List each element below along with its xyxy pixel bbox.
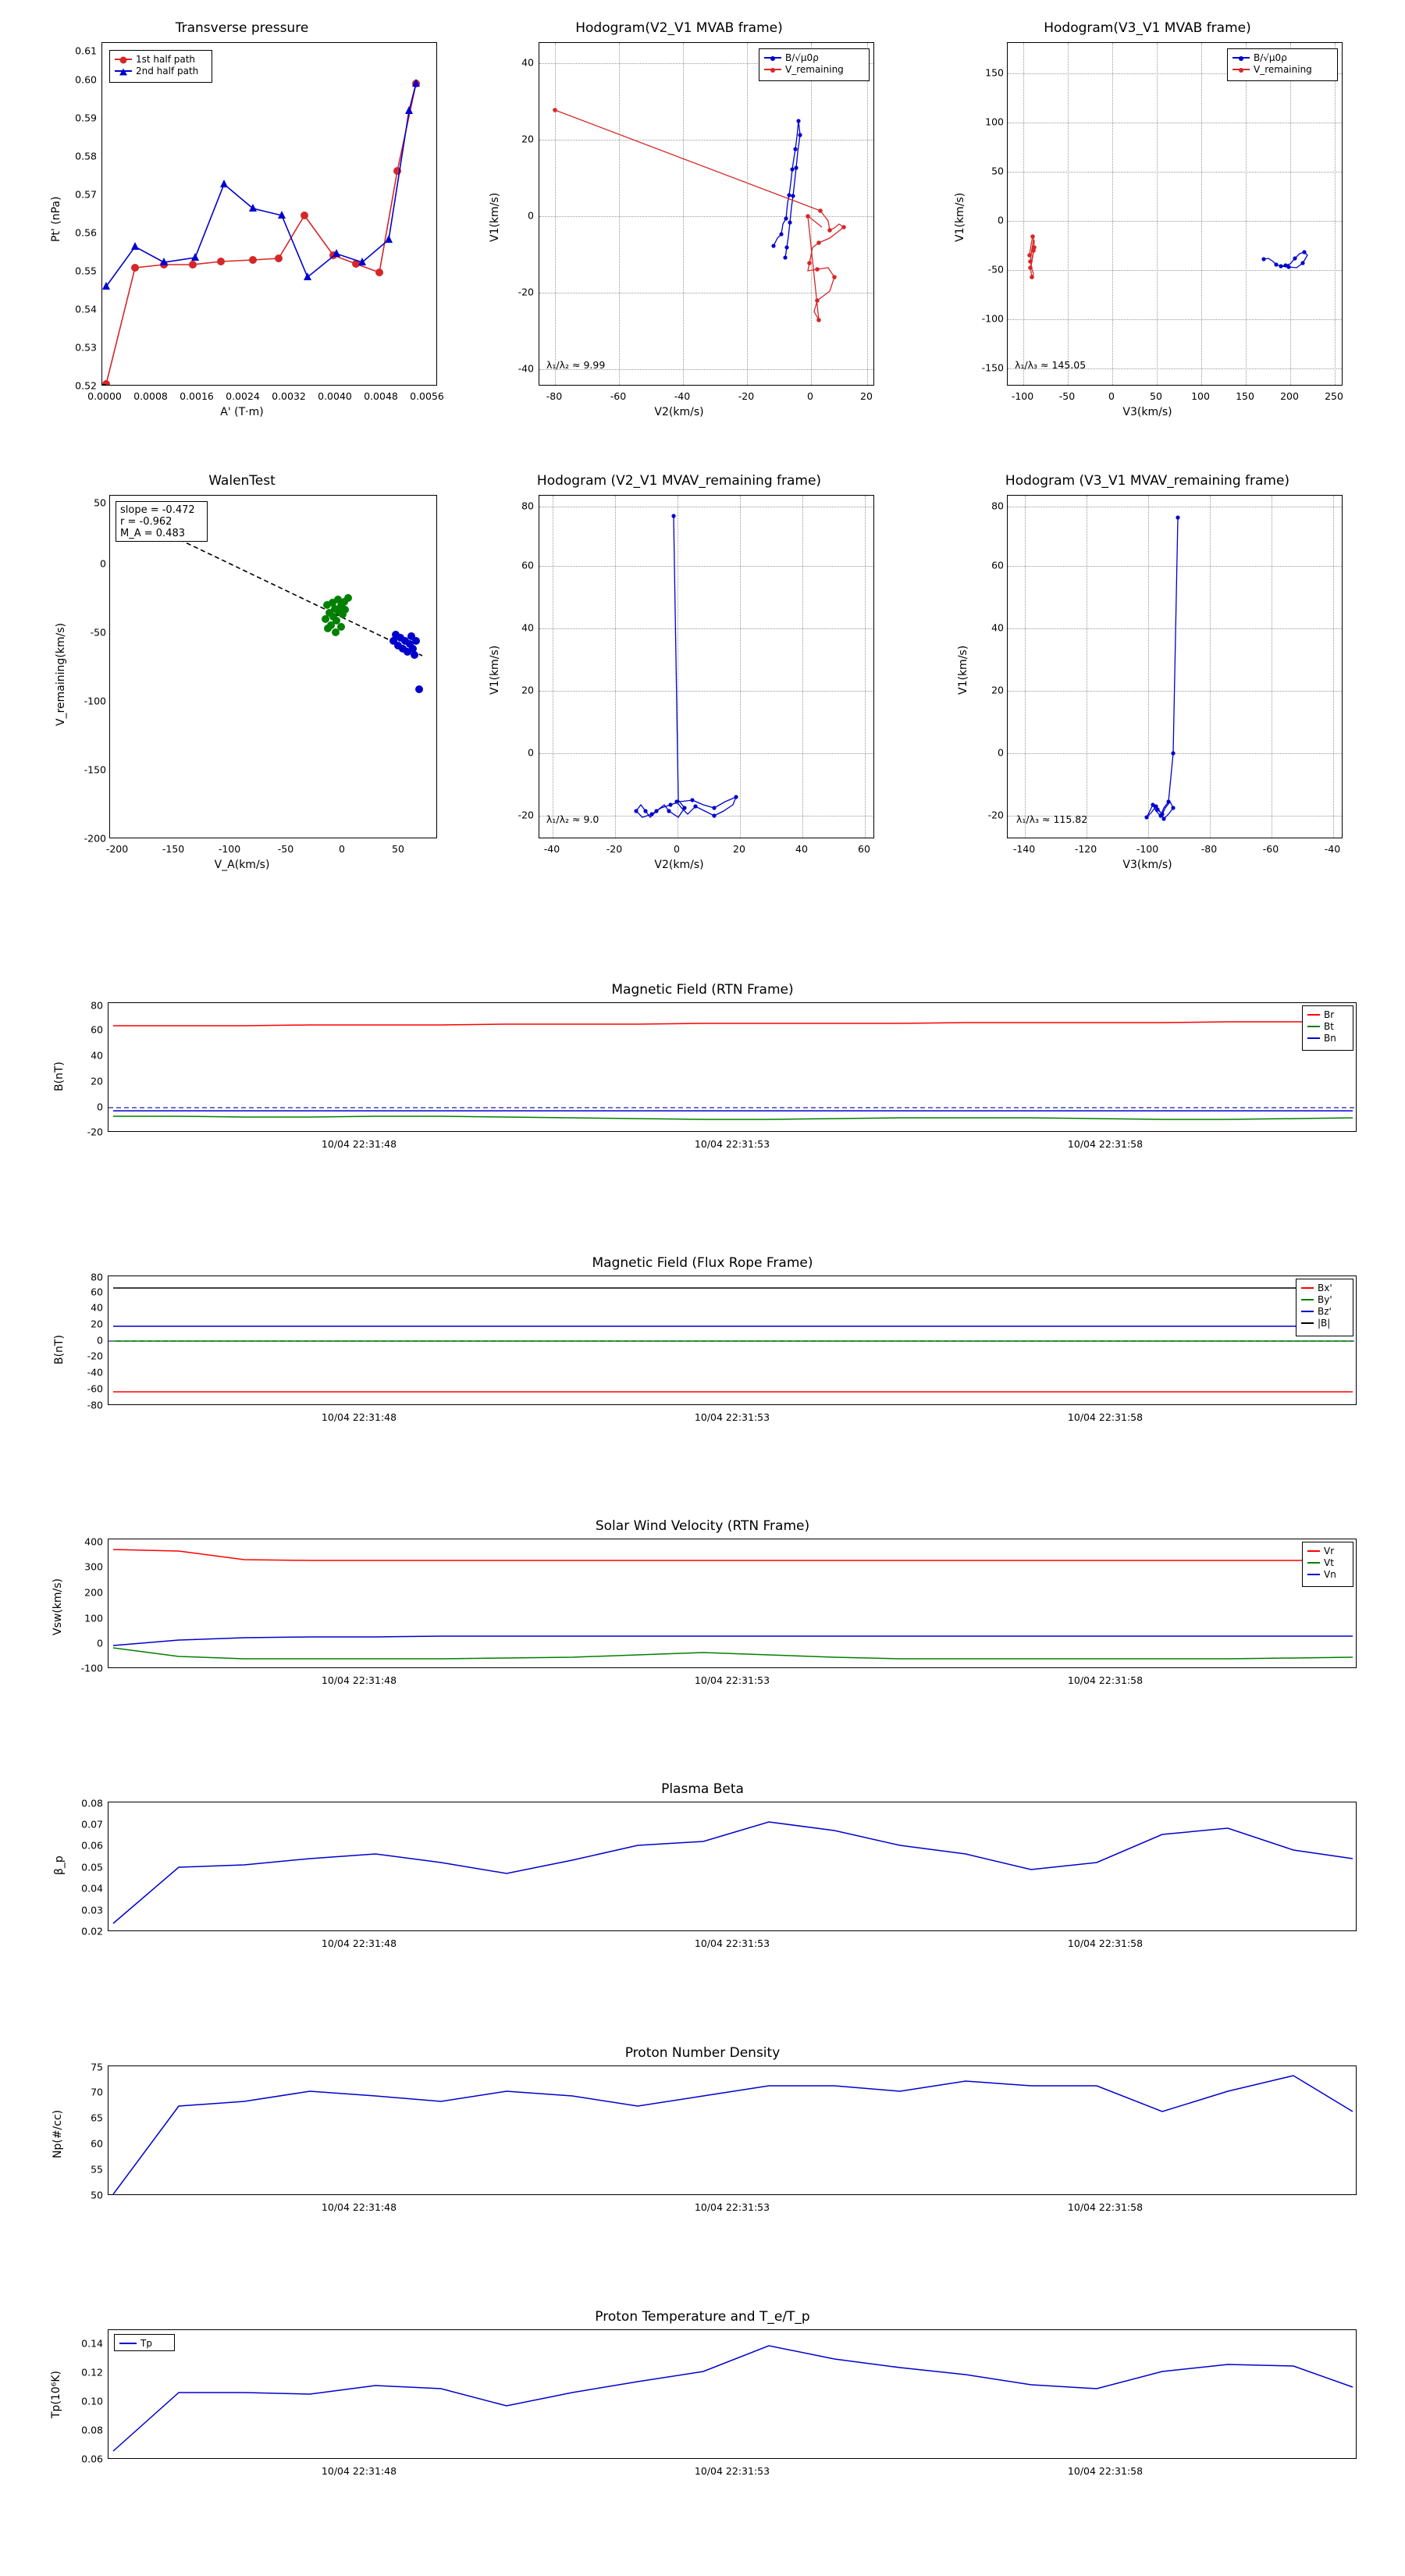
chart-title: Proton Number Density — [624, 2045, 781, 2061]
xtick: -20 — [738, 390, 755, 402]
series-hodogram-markers — [634, 514, 738, 817]
xtick: 0 — [807, 390, 813, 402]
walen-fit-note — [116, 501, 208, 542]
xtick: 0 — [674, 843, 680, 855]
ytick: -100 — [84, 695, 106, 707]
xtick: 40 — [795, 843, 808, 855]
xtick: -150 — [162, 843, 185, 855]
ytick: -40 — [87, 1366, 103, 1379]
legend-hodogram-v3v1-mvab — [1227, 48, 1338, 81]
xtick: 20 — [860, 390, 873, 402]
series-layer — [1008, 496, 1343, 838]
xtick: -60 — [1262, 843, 1279, 855]
ytick: 300 — [84, 1560, 103, 1573]
y-axis-label: Np(#/cc) — [52, 2109, 64, 2158]
ytick: 40 — [991, 621, 1004, 634]
legend-label: Bz' — [1318, 1305, 1332, 1317]
ytick: 0 — [97, 1101, 103, 1113]
series-layer — [110, 496, 437, 838]
ytick: -100 — [80, 1662, 103, 1674]
xtick: -60 — [610, 390, 627, 402]
ytick: 50 — [94, 496, 106, 509]
series-layer — [539, 43, 874, 386]
legend-marker-b — [764, 57, 781, 59]
panel-transverse-pressure — [31, 16, 453, 429]
xtick: -80 — [1200, 843, 1218, 855]
ytick: 20 — [521, 133, 534, 145]
plot-area-solar-wind-velocity — [108, 1539, 1357, 1668]
panel-proton-temperature — [31, 2309, 1374, 2504]
series-layer — [539, 496, 874, 838]
ytick: 400 — [84, 1535, 103, 1548]
series-br — [113, 1022, 1353, 1026]
series-v-remaining — [555, 110, 844, 320]
legend-item — [1301, 1293, 1348, 1305]
xtick: 50 — [1150, 390, 1162, 402]
legend-swatch-vn — [1307, 1574, 1320, 1575]
xtick: 200 — [1280, 390, 1299, 402]
xtick: 10/04 22:31:53 — [694, 2465, 770, 2477]
legend-solar-wind-velocity — [1302, 1542, 1353, 1587]
legend-magnetic-field-flux-rope — [1296, 1279, 1353, 1336]
ytick: 40 — [521, 621, 534, 634]
series-v-remaining-markers — [553, 108, 846, 322]
xtick: -40 — [1324, 843, 1341, 855]
xtick: 10/04 22:31:58 — [1067, 2201, 1144, 2213]
legend-item — [1307, 1009, 1348, 1020]
xtick: -100 — [1136, 843, 1159, 855]
ytick: 40 — [521, 56, 534, 69]
ytick: 200 — [84, 1586, 103, 1599]
panel-hodogram-v3v1-mvav — [929, 468, 1366, 890]
ytick: 0.55 — [75, 265, 97, 277]
ytick: 0.10 — [81, 2395, 103, 2407]
legend-swatch-bn — [1307, 1037, 1320, 1039]
ytick: 0.53 — [75, 341, 97, 354]
xtick: 10/04 22:31:53 — [694, 2201, 770, 2213]
ytick: -50 — [90, 626, 106, 639]
ytick: 0.60 — [75, 73, 97, 86]
ytick: 60 — [91, 2137, 103, 2150]
series-2nd-half-markers — [102, 79, 420, 290]
y-axis-label: V_remaining(km/s) — [55, 623, 67, 726]
xtick: 0 — [1108, 390, 1115, 402]
legend-item — [1301, 1317, 1348, 1329]
y-axis-label: B(nT) — [53, 1335, 66, 1364]
legend-item — [1301, 1282, 1348, 1293]
legend-swatch-tp — [119, 2343, 137, 2344]
ytick: 0.57 — [75, 188, 97, 201]
series-layer — [108, 1276, 1357, 1405]
xtick: 20 — [733, 843, 745, 855]
legend-label: Vr — [1324, 1545, 1335, 1557]
legend-label: By' — [1318, 1293, 1332, 1305]
plot-area-hodogram-v3v1-mvab — [1007, 42, 1343, 386]
walen-fit-line — [173, 536, 422, 656]
ytick: 0 — [97, 1334, 103, 1347]
xtick: 0.0000 — [87, 390, 122, 402]
ytick: 0.56 — [75, 226, 97, 239]
chart-title: Hodogram (V3_V1 MVAV_remaining frame) — [1005, 473, 1290, 489]
panel-proton-number-density — [31, 2045, 1374, 2225]
chart-title: WalenTest — [208, 473, 276, 489]
xtick: 0 — [339, 843, 345, 855]
chart-title: Solar Wind Velocity (RTN Frame) — [595, 1518, 810, 1534]
xtick: 10/04 22:31:58 — [1067, 1674, 1144, 1686]
ytick: 20 — [91, 1075, 103, 1087]
legend-label: V_remaining — [1254, 63, 1312, 75]
legend-hodogram-v2v1-mvab — [759, 48, 870, 81]
xtick: -140 — [1012, 843, 1036, 855]
x-axis-label: V3(km/s) — [1122, 406, 1172, 418]
ytick: 0.07 — [81, 1818, 103, 1831]
xtick: 10/04 22:31:48 — [321, 1138, 397, 1150]
xtick: 60 — [858, 843, 870, 855]
ytick: 150 — [985, 66, 1004, 79]
ytick: 50 — [91, 2189, 103, 2201]
series-layer — [108, 1539, 1357, 1668]
ytick: 65 — [91, 2112, 103, 2124]
legend-label: Tp — [140, 2337, 152, 2349]
xtick: -40 — [674, 390, 691, 402]
eigenvalue-ratio-annotation: λ₁/λ₃ ≈ 145.05 — [1015, 359, 1087, 371]
ytick: 100 — [84, 1612, 103, 1624]
xtick: -40 — [543, 843, 560, 855]
xtick: -50 — [1058, 390, 1076, 402]
legend-marker-b — [1232, 57, 1250, 59]
eigenvalue-ratio-annotation: λ₁/λ₂ ≈ 9.0 — [546, 813, 599, 825]
series-1st-half-markers — [103, 80, 420, 386]
legend-swatch-vt — [1307, 1562, 1320, 1564]
ytick: 60 — [91, 1023, 103, 1036]
ytick: 70 — [91, 2086, 103, 2098]
chart-title: Transverse pressure — [175, 20, 309, 36]
xtick: 0.0040 — [318, 390, 352, 402]
scatter-group-green — [322, 594, 352, 636]
legend-swatch-vr — [1307, 1550, 1320, 1552]
legend-item — [1307, 1032, 1348, 1044]
ytick: 0.08 — [81, 1797, 103, 1809]
ytick: 80 — [521, 500, 534, 512]
xtick: -120 — [1074, 843, 1097, 855]
ytick: -60 — [87, 1382, 103, 1395]
xtick: 10/04 22:31:53 — [694, 1674, 770, 1686]
ytick: 0.05 — [81, 1861, 103, 1873]
panel-magnetic-field-flux-rope — [31, 1255, 1374, 1435]
ytick: 0.04 — [81, 1882, 103, 1895]
series-tp — [113, 2346, 1353, 2451]
series-vn — [113, 1636, 1353, 1646]
legend-swatch-bxprime — [1301, 1287, 1314, 1289]
legend-label: 1st half path — [136, 53, 196, 65]
ytick: 80 — [991, 500, 1004, 512]
y-axis-label: B(nT) — [53, 1062, 66, 1091]
ytick: -150 — [981, 361, 1004, 374]
xtick: 50 — [392, 843, 404, 855]
walen-ma: M_A = 0.483 — [120, 528, 185, 539]
ytick: -200 — [84, 832, 106, 845]
legend-label: Bx' — [1318, 1282, 1332, 1293]
y-axis-label: Pt' (nPa) — [50, 196, 62, 242]
xtick: 0.0024 — [226, 390, 260, 402]
ytick: -20 — [87, 1126, 103, 1138]
legend-marker-circle — [115, 59, 132, 60]
xtick: 10/04 22:31:53 — [694, 1937, 770, 1949]
series-vt — [113, 1648, 1353, 1659]
ytick: 0.06 — [81, 2453, 103, 2465]
x-axis-label: V2(km/s) — [654, 406, 704, 418]
legend-item — [1232, 63, 1332, 75]
series-layer — [1008, 43, 1343, 386]
legend-swatch-bzprime — [1301, 1311, 1314, 1312]
series-np — [113, 2076, 1353, 2194]
legend-item — [119, 2337, 169, 2349]
legend-label: |B| — [1318, 1317, 1331, 1329]
legend-swatch-br — [1307, 1014, 1320, 1016]
xtick: 150 — [1236, 390, 1254, 402]
ytick: 0.54 — [75, 303, 97, 315]
chart-title: Hodogram(V2_V1 MVAB frame) — [575, 20, 783, 36]
chart-title: Magnetic Field (Flux Rope Frame) — [592, 1255, 813, 1271]
series-layer — [108, 2066, 1357, 2195]
ytick: 0.08 — [81, 2424, 103, 2436]
ytick: 20 — [991, 684, 1004, 696]
legend-label: Vn — [1324, 1568, 1336, 1580]
ytick: 80 — [91, 1271, 103, 1283]
panel-hodogram-v2v1-mvav — [468, 468, 890, 890]
xtick: 10/04 22:31:58 — [1067, 1138, 1144, 1150]
eigenvalue-ratio-annotation: λ₁/λ₃ ≈ 115.82 — [1016, 813, 1088, 825]
series-hodogram-line — [1147, 518, 1178, 819]
legend-label: Br — [1324, 1009, 1335, 1020]
scatter-group-blue — [389, 631, 423, 693]
plot-area-proton-temperature — [108, 2329, 1357, 2459]
xtick: 10/04 22:31:53 — [694, 1411, 770, 1423]
panel-hodogram-v3v1-mvab — [929, 16, 1366, 429]
legend-label: B/√μ0ρ — [1254, 52, 1287, 63]
legend-item — [115, 65, 207, 76]
x-axis-label: V2(km/s) — [654, 859, 704, 871]
xtick: 100 — [1191, 390, 1210, 402]
panel-plasma-beta — [31, 1781, 1374, 1961]
series-b-alfven — [774, 121, 800, 258]
y-axis-label: V1(km/s) — [489, 192, 501, 242]
legend-item — [1307, 1545, 1348, 1557]
series-bt — [113, 1116, 1353, 1119]
xtick: 0.0048 — [364, 390, 398, 402]
chart-title: Plasma Beta — [661, 1781, 744, 1797]
legend-item — [764, 52, 864, 63]
legend-label: V_remaining — [785, 63, 844, 75]
ytick: 0 — [528, 209, 534, 222]
legend-item — [115, 53, 207, 65]
ytick: 0 — [998, 746, 1004, 759]
series-b-alfven-markers — [771, 119, 802, 259]
ytick: 0 — [998, 214, 1004, 226]
ytick: -20 — [518, 286, 534, 298]
ytick: 0.58 — [75, 150, 97, 162]
y-axis-label: Vsw(km/s) — [52, 1578, 64, 1635]
xtick: 10/04 22:31:48 — [321, 2465, 397, 2477]
ytick: 0.02 — [81, 1925, 103, 1937]
xtick: 0.0016 — [180, 390, 214, 402]
ytick: 0.61 — [75, 44, 97, 57]
ytick: -40 — [518, 362, 534, 375]
ytick: -80 — [87, 1399, 103, 1411]
chart-title: Proton Temperature and T_e/T_p — [595, 2309, 810, 2325]
xtick: 250 — [1325, 390, 1343, 402]
panel-solar-wind-velocity — [31, 1518, 1374, 1698]
ytick: 55 — [91, 2163, 103, 2176]
series-plasma-beta — [113, 1822, 1353, 1923]
legend-swatch-bmag — [1301, 1322, 1314, 1324]
series-b-alfven-markers — [1261, 250, 1306, 269]
legend-item — [1301, 1305, 1348, 1317]
xtick: -50 — [277, 843, 294, 855]
legend-item — [764, 63, 864, 75]
xtick: 10/04 22:31:48 — [321, 2201, 397, 2213]
xtick: 10/04 22:31:58 — [1067, 1937, 1144, 1949]
series-layer — [108, 2330, 1357, 2459]
x-axis-label: A' (T·m) — [220, 406, 264, 418]
series-layer — [108, 1802, 1357, 1931]
legend-label: B/√μ0ρ — [785, 52, 819, 63]
xtick: -20 — [606, 843, 623, 855]
ytick: 0 — [100, 557, 106, 570]
series-1st-half-line — [106, 84, 416, 384]
ytick: -20 — [87, 1350, 103, 1362]
y-axis-label: V1(km/s) — [489, 645, 501, 695]
ytick: -100 — [981, 312, 1004, 325]
legend-marker-v — [1232, 69, 1250, 70]
ytick: 20 — [521, 684, 534, 696]
xtick: 0.0056 — [410, 390, 444, 402]
y-axis-label: β_p — [53, 1856, 66, 1875]
legend-item — [1307, 1020, 1348, 1032]
xtick: 0.0008 — [133, 390, 168, 402]
ytick: -20 — [987, 809, 1004, 821]
ytick: 40 — [91, 1049, 103, 1062]
legend-swatch-byprime — [1301, 1299, 1314, 1300]
plot-area-proton-number-density — [108, 2065, 1357, 2195]
y-axis-label: V1(km/s) — [954, 192, 966, 242]
ytick: 0.03 — [81, 1904, 103, 1916]
ytick: 50 — [991, 165, 1004, 177]
series-2nd-half-line — [106, 84, 416, 286]
walen-r: r = -0.962 — [120, 516, 173, 528]
legend-label: 2nd half path — [136, 65, 199, 76]
ytick: -20 — [518, 809, 534, 821]
ytick: 60 — [991, 559, 1004, 571]
xtick: 10/04 22:31:58 — [1067, 1411, 1144, 1423]
xtick: 10/04 22:31:58 — [1067, 2465, 1144, 2477]
panel-magnetic-field-rtn — [31, 982, 1374, 1162]
plot-area-plasma-beta — [108, 1802, 1357, 1931]
ytick: -150 — [84, 763, 106, 776]
legend-item — [1307, 1568, 1348, 1580]
legend-marker-triangle — [115, 70, 132, 72]
legend-label: Bt — [1324, 1020, 1334, 1032]
ytick: 20 — [91, 1318, 103, 1330]
legend-label: Bn — [1324, 1032, 1336, 1044]
xtick: 10/04 22:31:48 — [321, 1674, 397, 1686]
y-axis-label: Tp(10⁶K) — [50, 2371, 62, 2418]
y-axis-label: V1(km/s) — [957, 645, 969, 695]
x-axis-label: V3(km/s) — [1122, 859, 1172, 871]
ytick: 0.59 — [75, 112, 97, 124]
ytick: 0 — [97, 1637, 103, 1649]
plot-area-walen-test — [109, 495, 437, 838]
x-axis-label: V_A(km/s) — [214, 859, 270, 871]
walen-slope: slope = -0.472 — [120, 504, 195, 516]
xtick: -200 — [105, 843, 129, 855]
plot-area-hodogram-v3v1-mvav — [1007, 495, 1343, 838]
series-hodogram-line — [636, 516, 736, 817]
legend-magnetic-field-rtn — [1302, 1005, 1353, 1051]
legend-transverse-pressure — [109, 50, 212, 83]
ytick: -50 — [987, 263, 1004, 276]
legend-item — [1307, 1557, 1348, 1568]
xtick: 10/04 22:31:53 — [694, 1138, 770, 1150]
legend-swatch-bt — [1307, 1026, 1320, 1027]
ytick: 80 — [91, 999, 103, 1012]
plot-area-hodogram-v2v1-mvab — [539, 42, 874, 386]
plot-area-magnetic-field-rtn — [108, 1002, 1357, 1132]
xtick: 10/04 22:31:48 — [321, 1937, 397, 1949]
ytick: 40 — [91, 1301, 103, 1314]
plot-area-transverse-pressure — [101, 42, 437, 386]
ytick: 0 — [528, 746, 534, 759]
xtick: -100 — [1011, 390, 1034, 402]
series-layer — [108, 1003, 1357, 1132]
xtick: 0.0032 — [272, 390, 306, 402]
legend-label: Vt — [1324, 1557, 1334, 1568]
legend-marker-v — [764, 69, 781, 70]
legend-item — [1232, 52, 1332, 63]
xtick: -80 — [546, 390, 563, 402]
chart-title: Hodogram(V3_V1 MVAB frame) — [1044, 20, 1251, 36]
chart-title: Magnetic Field (RTN Frame) — [611, 982, 794, 998]
ytick: 0.12 — [81, 2366, 103, 2379]
series-vr — [113, 1550, 1353, 1560]
ytick: 60 — [91, 1286, 103, 1298]
ytick: 100 — [985, 116, 1004, 128]
plot-area-magnetic-field-flux-rope — [108, 1276, 1357, 1405]
panel-walen-test — [31, 468, 453, 890]
xtick: -100 — [218, 843, 241, 855]
eigenvalue-ratio-annotation: λ₁/λ₂ ≈ 9.99 — [546, 359, 606, 371]
ytick: 0.14 — [81, 2337, 103, 2350]
ytick: 60 — [521, 559, 534, 571]
plot-area-hodogram-v2v1-mvav — [539, 495, 874, 838]
xtick: 10/04 22:31:48 — [321, 1411, 397, 1423]
legend-proton-temperature — [114, 2334, 175, 2351]
ytick: 75 — [91, 2061, 103, 2073]
panel-hodogram-v2v1-mvab — [468, 16, 890, 429]
chart-title: Hodogram (V2_V1 MVAV_remaining frame) — [536, 473, 822, 489]
series-layer — [102, 43, 437, 386]
ytick: 0.52 — [75, 379, 97, 392]
ytick: 0.06 — [81, 1839, 103, 1852]
